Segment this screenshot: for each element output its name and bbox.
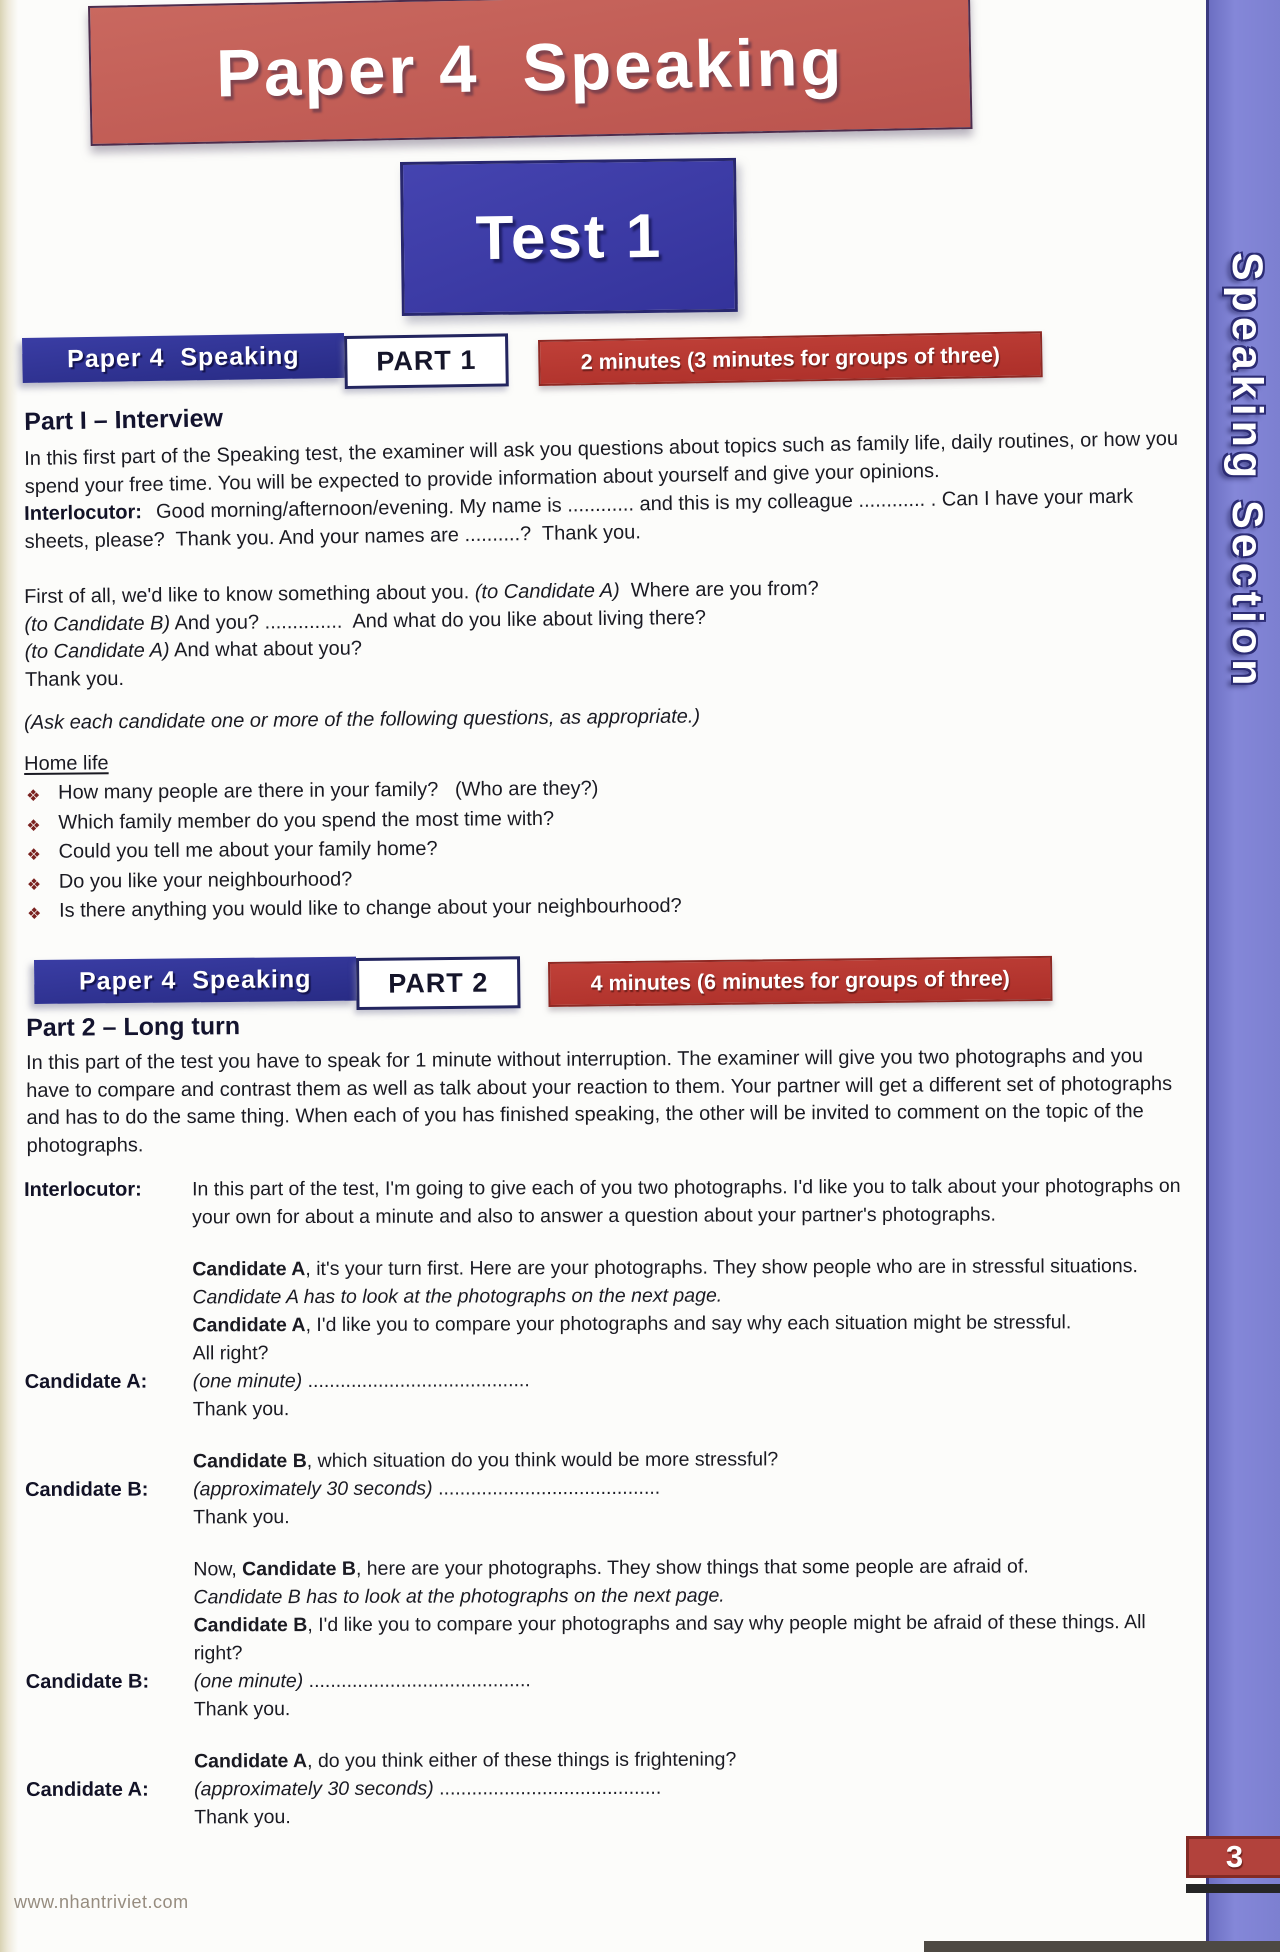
speaker-label	[25, 1447, 193, 1448]
test-title: Test 1	[475, 201, 663, 273]
text-segment: In this part of the test, I'm going to give each of you two photographs. I'd like you to talk about your photographs on your own for about a minute and also to answer a question about your partner's photographs.	[192, 1174, 1186, 1229]
dialogue-paragraph	[193, 1552, 1193, 1583]
text-segment: (to Candidate A)	[24, 639, 170, 663]
dialogue-paragraph	[192, 1280, 1192, 1311]
diamond-bullet-icon: ❖	[26, 874, 42, 894]
part2-timing-banner	[548, 956, 1053, 1007]
dialogue-paragraph	[193, 1500, 1193, 1531]
speaking-section-tab	[1206, 0, 1280, 1952]
dialogue-row	[26, 1744, 1194, 1776]
part1-timing-label: 2 minutes (3 minutes for groups of three)	[580, 342, 1001, 374]
text-segment: Candidate A	[194, 1750, 308, 1773]
paper-banner	[88, 0, 973, 146]
dialogue-row	[25, 1500, 1193, 1532]
speaker-label: Candidate B:	[25, 1670, 150, 1693]
dialogue-paragraph	[192, 1172, 1192, 1231]
text-segment: Thank you.	[194, 1806, 291, 1829]
text-segment: (approximately 30 seconds)	[194, 1777, 434, 1801]
dialogue-row	[25, 1552, 1193, 1668]
text-segment: (one minute)	[193, 1670, 304, 1693]
question-text: Is there anything you would like to change about your neighbourhood?	[58, 894, 682, 922]
question-item	[27, 893, 682, 928]
speaker-label: Interlocutor:	[24, 1178, 142, 1201]
dialogue-text	[193, 1364, 1193, 1395]
text-segment: Now,	[193, 1558, 243, 1581]
text-segment: Candidate B	[193, 1614, 308, 1637]
speaking-section-label: Speaking Section	[1223, 252, 1271, 691]
text-segment: (one minute)	[192, 1370, 303, 1393]
dialogue-text	[194, 1744, 1194, 1775]
question-text: Which family member do you spend the most time with?	[58, 807, 555, 834]
dialogue-paragraph	[194, 1608, 1194, 1667]
publisher-url: www.nhantriviet.com	[14, 1892, 189, 1912]
scan-bottom-edge	[924, 1941, 1280, 1952]
dialogue-text	[193, 1392, 1193, 1423]
text-segment: , I'd like you to compare your photographs and say why people might be afraid of these things. All right?	[193, 1611, 1152, 1665]
dialogue-paragraph	[193, 1336, 1193, 1367]
text-segment: Candidate B	[242, 1557, 356, 1581]
part2-header-bar-label: Paper 4 Speaking	[78, 964, 312, 996]
diamond-bullet-icon: ❖	[26, 903, 42, 923]
dialogue-text	[192, 1252, 1192, 1367]
part1-opening-lines	[24, 572, 1190, 694]
paper-banner-title: Paper 4 Speaking	[215, 23, 846, 112]
text-segment: Candidate A	[192, 1314, 306, 1337]
diamond-bullet-icon: ❖	[26, 844, 42, 864]
dialogue-text	[194, 1664, 1194, 1695]
page-number-badge	[1186, 1836, 1280, 1878]
text-segment: Candidate B	[192, 1450, 307, 1473]
question-text: How many people are there in your family? (Who are they?)	[58, 777, 599, 804]
part2-heading: Part 2 – Long turn	[26, 1012, 241, 1042]
topic-heading: Home life	[24, 752, 109, 775]
dialogue-paragraph	[193, 1444, 1193, 1475]
speaker-label: Candidate A:	[24, 1370, 148, 1393]
question-item	[26, 775, 681, 810]
text-segment: And you? .............. And what do you like about living there?	[169, 606, 707, 634]
part1-part-box	[344, 333, 509, 389]
text-segment: (approximately 30 seconds)	[193, 1477, 433, 1501]
dialogue-paragraph	[194, 1664, 1194, 1695]
text-segment: First of all, we'd like to know something about you.	[24, 581, 475, 608]
page-left-edge	[0, 0, 18, 1952]
speaker-label: Candidate B:	[25, 1478, 149, 1501]
text-segment: , which situation do you think would be more stressful?	[306, 1448, 779, 1473]
dialogue-row	[26, 1772, 1194, 1804]
interlocutor-script: Good morning/afternoon/evening. My name is ............ and this is my colleague ............ . Can I have your mark sheets, please? Thank you. And your names are ..........? Thank you.	[24, 485, 1139, 553]
part1-header-bar	[22, 333, 345, 383]
dialogue-paragraph	[193, 1580, 1193, 1611]
text-segment: Thank you.	[193, 1506, 290, 1529]
part2-intro-paragraph: In this part of the test you have to speak for 1 minute without interruption. The examiner will give you two photographs and you have to compare and contrast them as well as talk about your reaction to them. Your partner will get a different set of photographs and has to do the same thing. When each of you has finished speaking, the other will be invited to comment on the topic of the photographs.	[26, 1045, 1178, 1157]
text-segment: Where are you from?	[619, 577, 819, 602]
dialogue-text	[194, 1692, 1194, 1723]
speaker-label	[24, 1255, 192, 1256]
dialogue-row	[25, 1392, 1193, 1424]
dialogue-row	[26, 1692, 1194, 1724]
dialogue-row	[26, 1664, 1194, 1696]
test-title-box	[400, 158, 738, 316]
dialogue-text	[193, 1552, 1193, 1667]
dialogue-row	[26, 1800, 1194, 1832]
dialogue-paragraph	[193, 1392, 1193, 1423]
page-number: 3	[1225, 1839, 1244, 1874]
text-segment: Thank you.	[192, 1398, 290, 1421]
dialogue-paragraph	[194, 1744, 1194, 1775]
text-segment: , it's your turn first. Here are your photographs. They show people who are in stressful situations.	[305, 1255, 1138, 1281]
text-segment: (to Candidate B)	[24, 611, 171, 636]
dialogue-paragraph	[192, 1308, 1192, 1339]
dialogue-text	[193, 1500, 1193, 1531]
dialogue-row	[24, 1252, 1192, 1368]
text-segment: .........................................	[432, 1476, 661, 1500]
part1-questions-list	[26, 775, 682, 928]
dialogue-row	[25, 1364, 1193, 1396]
examiner-note: (Ask each candidate one or more of the following questions, as appropriate.)	[24, 705, 701, 734]
part1-heading: Part I – Interview	[24, 404, 224, 436]
question-text: Could you tell me about your family home?	[58, 837, 438, 863]
diamond-bullet-icon: ❖	[26, 815, 41, 835]
dialogue-paragraph	[193, 1364, 1193, 1395]
dialogue-text	[194, 1772, 1194, 1803]
part1-part-label: PART 1	[376, 344, 477, 377]
part2-header-bar	[34, 957, 356, 1004]
dialogue-row	[25, 1472, 1193, 1504]
part2-timing-label: 4 minutes (6 minutes for groups of three)	[590, 966, 1011, 996]
part2-dialogue	[24, 1172, 1194, 1832]
text-segment: , I'd like you to compare your photographs and say why each situation might be stressful.	[305, 1311, 1072, 1337]
part2-part-label: PART 2	[388, 967, 489, 999]
speaker-label	[25, 1555, 193, 1556]
text-segment: .........................................	[433, 1776, 662, 1800]
dialogue-text	[194, 1800, 1194, 1831]
text-segment: (to Candidate A)	[474, 579, 620, 604]
part1-intro-paragraph: In this first part of the Speaking test, the examiner will ask you questions about topics such as family life, daily routines, or how you spend your free time. You will be expected to provide information about yourself and give your opinions.	[24, 427, 1184, 498]
dialogue-row	[25, 1444, 1193, 1476]
text-segment: .........................................	[302, 1369, 530, 1393]
part1-header-bar-label: Paper 4 Speaking	[66, 341, 300, 374]
text-segment: Thank you.	[24, 667, 125, 691]
text-segment: Candidate A	[192, 1258, 306, 1281]
text-segment: Thank you.	[193, 1698, 291, 1721]
part1-timing-banner	[538, 331, 1043, 386]
speaker-label	[26, 1747, 194, 1748]
dialogue-paragraph	[193, 1472, 1193, 1503]
dialogue-text	[193, 1444, 1193, 1475]
dialogue-paragraph	[194, 1772, 1194, 1803]
text-segment: Candidate B has to look at the photographs on the next page.	[193, 1584, 725, 1609]
diamond-bullet-icon: ❖	[26, 785, 41, 805]
dialogue-text	[193, 1472, 1193, 1503]
speaker-label: Candidate A:	[26, 1778, 149, 1801]
dialogue-text	[192, 1172, 1192, 1231]
text-segment: And what about you?	[169, 637, 363, 662]
dialogue-paragraph	[192, 1252, 1192, 1283]
part2-part-box	[356, 956, 521, 1010]
dialogue-paragraph	[194, 1692, 1194, 1723]
interlocutor-label: Interlocutor:	[24, 501, 143, 525]
text-segment: , here are your photographs. They show things that some people are afraid of.	[355, 1555, 1029, 1580]
text-segment: .........................................	[303, 1669, 531, 1693]
question-text: Do you like your neighbourhood?	[58, 867, 353, 893]
text-segment: , do you think either of these things is frightening?	[307, 1748, 737, 1773]
dialogue-paragraph	[194, 1800, 1194, 1831]
page-badge-underline	[1186, 1884, 1280, 1893]
text-segment: Candidate A has to look at the photographs on the next page.	[192, 1284, 723, 1309]
dialogue-row	[24, 1172, 1192, 1232]
text-segment: All right?	[192, 1342, 269, 1365]
